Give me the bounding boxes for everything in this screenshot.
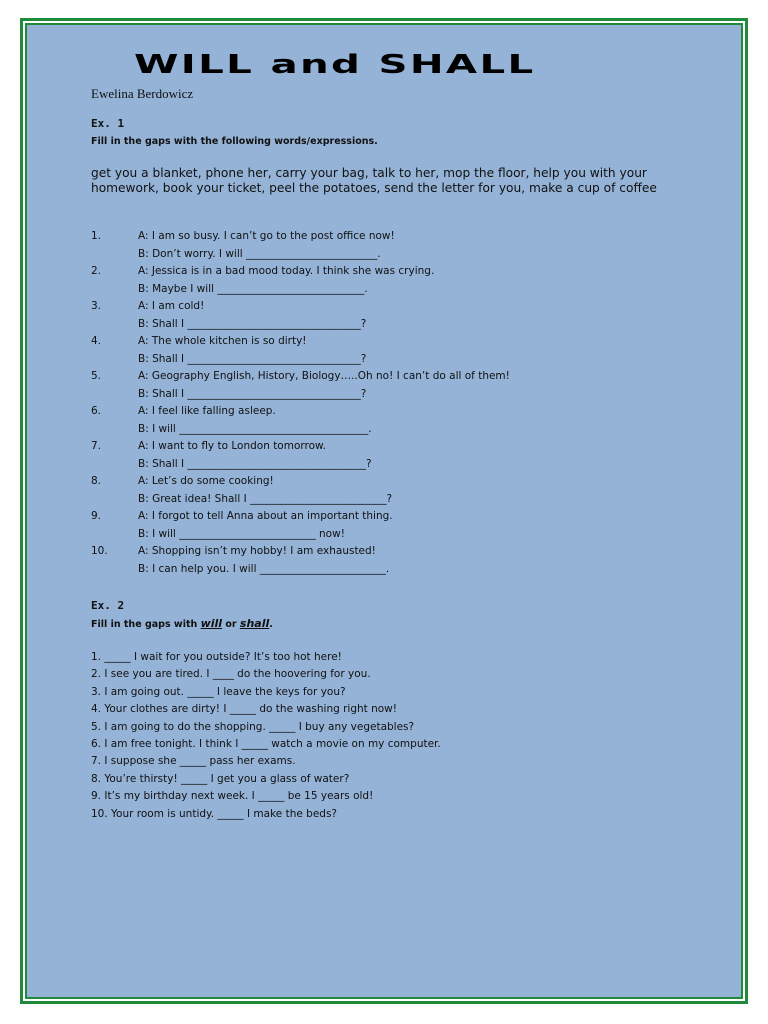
sentence-item: 1. _____ I wait for you outside? It’s too hot here! [91, 651, 342, 663]
line-a: A: I am cold! [138, 300, 205, 312]
ex2-instruction-pre: Fill in the gaps with [91, 619, 201, 630]
ex2-heading: Ex. 2 [91, 599, 125, 612]
line-b: B: Shall I _________________________________? [138, 317, 367, 330]
line-a: A: I want to fly to London tomorrow. [138, 440, 326, 452]
document-title: WILL and SHALL [134, 50, 536, 80]
item-number: 5. [91, 370, 102, 382]
line-b: B: I can help you. I will ________________________. [138, 562, 390, 575]
line-a: A: Geography English, History, Biology…..Oh no! I can’t do all of them! [138, 370, 510, 382]
line-a: A: Let’s do some cooking! [138, 475, 274, 487]
ex1-word-list: get you a blanket, phone her, carry your bag, talk to her, mop the floor, help you with your homework, book your ticket, peel the potatoes, send the letter for you, make a cup of coffee [91, 166, 657, 195]
line-a: A: The whole kitchen is so dirty! [138, 335, 307, 347]
line-b: B: I will ____________________________________. [138, 422, 372, 435]
line-b: B: Great idea! Shall I __________________________? [138, 492, 393, 505]
ex2-word-shall: shall [239, 617, 270, 630]
ex2-instruction [91, 617, 273, 630]
ex1-heading: Ex. 1 [91, 117, 125, 130]
line-a: A: I am so busy. I can’t go to the post office now! [138, 230, 395, 242]
item-number: 9. [91, 510, 102, 522]
sentence-item: 6. I am free tonight. I think I _____ watch a movie on my computer. [91, 737, 441, 750]
ex2-instruction-post: . [269, 619, 273, 630]
sentence-item: 4. Your clothes are dirty! I _____ do the washing right now! [91, 703, 397, 716]
item-number: 10. [91, 545, 108, 557]
item-number: 1. [91, 230, 102, 242]
line-a: A: Shopping isn’t my hobby! I am exhausted! [138, 545, 376, 557]
item-number: 6. [91, 405, 102, 417]
sentence-item: 9. It’s my birthday next week. I _____ be 15 years old! [91, 790, 374, 803]
sentence-item: 10. Your room is untidy. _____ I make the beds? [91, 807, 338, 820]
line-a: A: Jessica is in a bad mood today. I think she was crying. [138, 265, 435, 277]
ex2-word-will: will [200, 617, 223, 630]
line-b: B: Maybe I will ____________________________. [138, 282, 368, 295]
sentence-item: 7. I suppose she _____ pass her exams. [91, 755, 296, 768]
item-number: 4. [91, 335, 102, 347]
ex1-instruction: Fill in the gaps with the following words/expressions. [91, 136, 378, 147]
ex2-sentences [91, 651, 441, 825]
ex2-instruction-mid: or [222, 619, 240, 630]
sentence-item: 2. I see you are tired. I ____ do the hoovering for you. [91, 668, 371, 681]
item-number: 2. [91, 265, 102, 277]
item-number: 3. [91, 300, 102, 312]
line-b: B: Don’t worry. I will _________________________. [138, 247, 381, 260]
sentence-item: 5. I am going to do the shopping. _____ I buy any vegetables? [91, 720, 415, 733]
line-a: A: I feel like falling asleep. [138, 405, 276, 417]
author-name: Ewelina Berdowicz [91, 86, 194, 101]
line-a: A: I forgot to tell Anna about an important thing. [138, 510, 393, 522]
line-b: B: Shall I __________________________________? [138, 457, 372, 470]
line-b: B: Shall I _________________________________? [138, 387, 367, 400]
line-b: B: I will __________________________ now! [138, 527, 345, 540]
sentence-item: 3. I am going out. _____ I leave the keys for you? [91, 685, 346, 698]
item-number: 7. [91, 440, 102, 452]
sentence-item: 8. You’re thirsty! _____ I get you a glass of water? [91, 772, 350, 785]
item-number: 8. [91, 475, 102, 487]
line-b: B: Shall I _________________________________? [138, 352, 367, 365]
